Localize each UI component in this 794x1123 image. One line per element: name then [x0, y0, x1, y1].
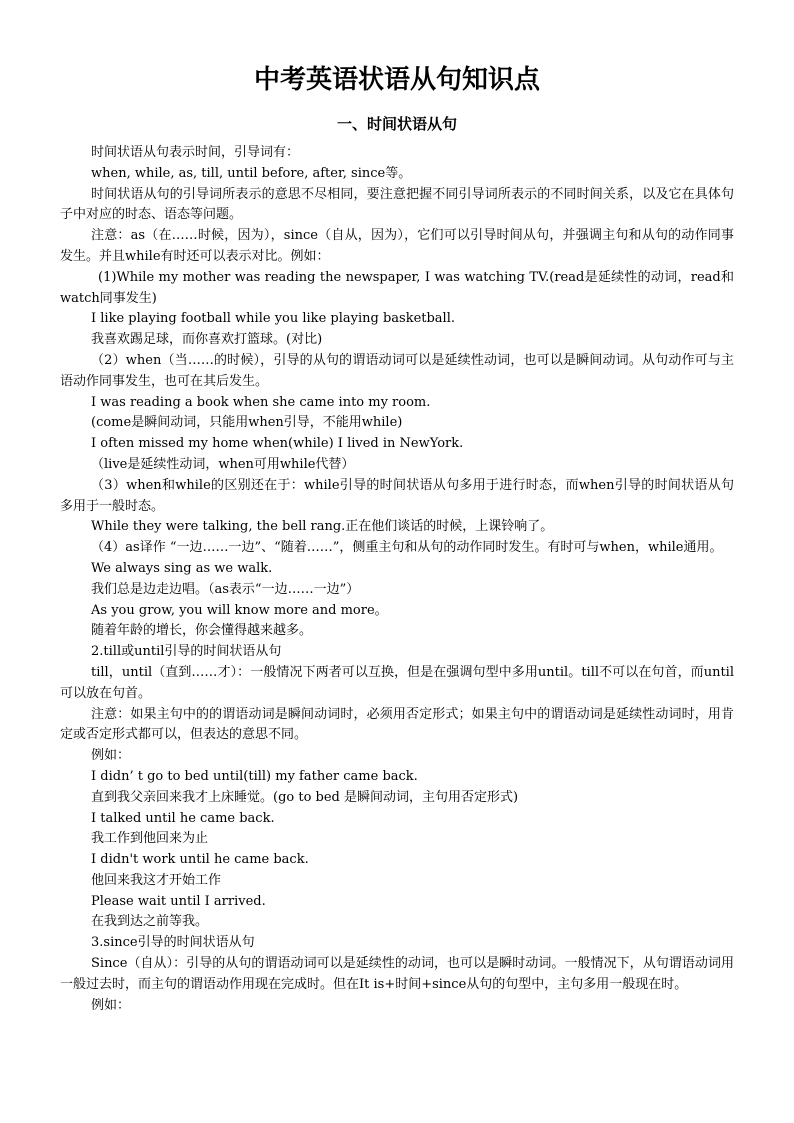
- paragraph: Please wait until I arrived.: [91, 893, 266, 909]
- paragraph: I was reading a book when she came into my room.: [91, 394, 431, 410]
- paragraph: (come是瞬间动词，只能用when引导，不能用while): [91, 415, 403, 431]
- paragraph: 在我到达之前等我。: [91, 914, 209, 930]
- paragraph: （3）when和while的区别还在于：while引导的时间状语从句多用于进行时态，而when引导的时间状语从句多用于一般时态。: [60, 477, 734, 514]
- paragraph: 注意：如果主句中的的谓语动词是瞬间动词时，必须用否定形式；如果主句中的谓语动词是延续性动词时，用肯定或否定形式都可以，但表达的意思不同。: [60, 706, 734, 743]
- paragraph: when, while, as, till, until before, after, since等。: [91, 165, 412, 181]
- subheading: 2.till或until引导的时间状语从句: [91, 644, 282, 660]
- paragraph: （4）as译作 “一边……一边”、“随着……”，侧重主句和从句的动作同时发生。有时可与when，while通用。: [91, 540, 723, 556]
- paragraph: 例如：: [91, 748, 131, 764]
- paragraph: I didn’ t go to bed until(till) my father came back.: [91, 768, 418, 784]
- paragraph: 直到我父亲回来我才上床睡觉。(go to bed 是瞬间动词，主句用否定形式): [91, 789, 519, 805]
- section-title: 一、时间状语从句: [336, 115, 457, 133]
- paragraph: （live是延续性动词，when可用while代替）: [91, 456, 355, 472]
- document-body: [60, 143, 734, 1016]
- paragraph: 例如：: [91, 997, 131, 1013]
- paragraph: 时间状语从句表示时间，引导词有：: [91, 145, 300, 160]
- paragraph: (1)While my mother was reading the newspaper, I was watching TV.(read是延续性的动词，read和watch同事发生): [60, 269, 734, 306]
- paragraph: Since（自从）：引导的从句的谓语动词可以是延续性的动词，也可以是瞬时动词。一般情况下，从句谓语动词用一般过去时，而主句的谓语动作用现在完成时。但在It is+时间+since从句的句型中，主句多用一般现在时。: [60, 956, 734, 992]
- paragraph: till，until（直到……才）：一般情况下两者可以互换，但是在强调句型中多用until。till不可以在句首，而until可以放在句首。: [60, 664, 734, 701]
- paragraph: 注意：as（在……时候，因为），since（自从，因为），它们可以引导时间从句，并强调主句和从句的动作同事发生。并且while有时还可以表示对比。例如：: [60, 228, 734, 264]
- paragraph: 我们总是边走边唱。（as表示“一边……一边”）: [91, 581, 360, 597]
- paragraph: While they were talking, the bell rang.正在他们谈话的时候，上课铃响了。: [91, 519, 554, 535]
- paragraph: 时间状语从句的引导词所表示的意思不尽相同，要注意把握不同引导词所表示的不同时间关系，以及它在具体句子中对应的时态、语态等问题。: [60, 186, 734, 223]
- paragraph: As you grow, you will know more and more。: [91, 602, 388, 618]
- paragraph: 我工作到他回来为止: [91, 831, 209, 847]
- paragraph: 随着年龄的增长，你会懂得越来越多。: [91, 623, 313, 639]
- paragraph: 他回来我这才开始工作: [91, 872, 222, 888]
- paragraph: （2）when（当……的时候），引导的从句的谓语动词可以是延续性动词，也可以是瞬间动词。从句动作可与主语动作同事发生，也可在其后发生。: [60, 352, 734, 389]
- document-title: 中考英语状语从句知识点: [253, 65, 540, 95]
- paragraph: We always sing as we walk.: [91, 560, 273, 576]
- paragraph: 我喜欢踢足球，而你喜欢打篮球。(对比): [91, 332, 323, 348]
- paragraph: I didn't work until he came back.: [91, 852, 309, 868]
- subheading: 3.since引导的时间状语从句: [91, 935, 255, 951]
- paragraph: I often missed my home when(while) I lived in NewYork.: [91, 436, 464, 452]
- paragraph: I talked until he came back.: [91, 810, 275, 826]
- paragraph: I like playing football while you like playing basketball.: [91, 311, 456, 327]
